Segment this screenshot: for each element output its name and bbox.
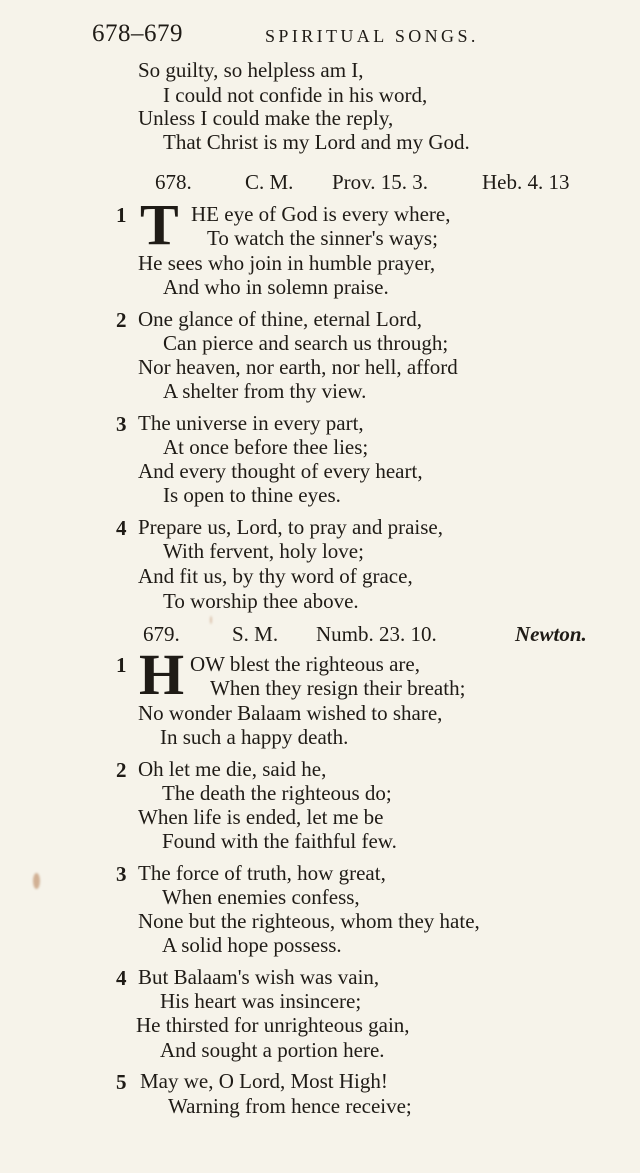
- hymn-reference-secondary: Heb. 4. 13: [482, 170, 570, 194]
- verse-line: The death the righteous do;: [162, 781, 392, 805]
- verse-line: And every thought of every heart,: [138, 459, 423, 483]
- continuation-line: Unless I could make the reply,: [138, 106, 394, 130]
- verse-line: A solid hope possess.: [162, 933, 342, 957]
- verse-line: May we, O Lord, Most High!: [140, 1069, 388, 1093]
- page-header: [92, 20, 512, 52]
- verse-line: Warning from hence receive;: [168, 1094, 412, 1118]
- page-numbers: 678–679: [92, 20, 183, 47]
- stanza-number: 3: [116, 862, 127, 886]
- hymn-number: 679.: [143, 622, 180, 646]
- verse-line: And who in solemn praise.: [163, 275, 389, 299]
- hymn-meter: C. M.: [245, 170, 294, 194]
- verse-line: Nor heaven, nor earth, nor hell, afford: [138, 355, 458, 379]
- verse-line: Oh let me die, said he,: [138, 757, 327, 781]
- verse-line: Found with the faithful few.: [162, 829, 397, 853]
- verse-line: He sees who join in humble prayer,: [138, 251, 436, 275]
- stanza-number: 2: [116, 758, 127, 782]
- verse-line: When they resign their breath;: [210, 676, 466, 700]
- running-title: SPIRITUAL SONGS.: [265, 26, 479, 46]
- verse-line: Prepare us, Lord, to pray and praise,: [138, 515, 443, 539]
- hymn-number: 678.: [155, 170, 192, 194]
- hymn-reference: Prov. 15. 3.: [332, 170, 429, 194]
- verse-line: To watch the sinner's ways;: [207, 226, 438, 250]
- verse-line: Is open to thine eyes.: [163, 483, 341, 507]
- stanza-number: 3: [116, 412, 127, 436]
- continuation-line: I could not confide in his word,: [163, 83, 428, 107]
- verse-line: And fit us, by thy word of grace,: [138, 564, 413, 588]
- stanza-number: 4: [116, 966, 127, 990]
- hymn-heading: [143, 624, 613, 648]
- verse-line: None but the righteous, whom they hate,: [138, 909, 480, 933]
- verse-line: No wonder Balaam wished to share,: [138, 701, 443, 725]
- verse-line: But Balaam's wish was vain,: [138, 965, 380, 989]
- stanza-number: 1: [116, 653, 127, 677]
- verse-line: With fervent, holy love;: [163, 539, 364, 563]
- verse-line: And sought a portion here.: [160, 1038, 385, 1062]
- hymn-author: Newton.: [515, 622, 587, 646]
- verse-line: A shelter from thy view.: [163, 379, 367, 403]
- hymn-reference: Numb. 23. 10.: [316, 622, 437, 646]
- drop-cap: H: [139, 642, 185, 707]
- verse-line: HE eye of God is every where,: [191, 202, 451, 226]
- drop-cap: T: [140, 192, 179, 257]
- verse-line: To worship thee above.: [163, 589, 359, 613]
- verse-line: He thirsted for unrighteous gain,: [136, 1013, 410, 1037]
- stanza-number: 4: [116, 516, 127, 540]
- verse-line: Can pierce and search us through;: [163, 331, 449, 355]
- verse-line: At once before thee lies;: [163, 435, 369, 459]
- continuation-line: That Christ is my Lord and my God.: [163, 130, 470, 154]
- hymn-heading: [155, 172, 595, 196]
- verse-line: One glance of thine, eternal Lord,: [138, 307, 422, 331]
- paper-mark: [210, 616, 212, 624]
- hymn-meter: S. M.: [232, 622, 279, 646]
- verse-line: The force of truth, how great,: [138, 861, 386, 885]
- verse-line: When life is ended, let me be: [138, 805, 384, 829]
- stanza-number: 1: [116, 203, 127, 227]
- verse-line: His heart was insincere;: [160, 989, 362, 1013]
- verse-line: The universe in every part,: [138, 411, 364, 435]
- paper-stain: [33, 873, 40, 889]
- continuation-line: So guilty, so helpless am I,: [138, 58, 364, 82]
- stanza-number: 5: [116, 1070, 127, 1094]
- verse-line: When enemies confess,: [162, 885, 360, 909]
- stanza-number: 2: [116, 308, 127, 332]
- verse-line: In such a happy death.: [160, 725, 349, 749]
- verse-line: OW blest the righteous are,: [190, 652, 420, 676]
